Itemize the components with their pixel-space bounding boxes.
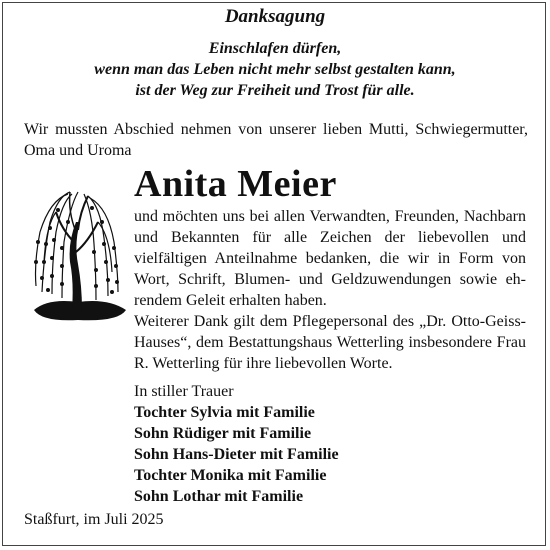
deceased-name: Anita Meier <box>134 163 337 205</box>
motto <box>0 38 550 101</box>
mourners-list <box>134 402 339 507</box>
mourner: Tochter Sylvia mit Familie <box>134 404 315 421</box>
motto-line: wenn man das Leben nicht mehr selbst gestalten kann, <box>94 61 456 78</box>
motto-line: Einschlafen dürfen, <box>208 40 342 57</box>
notice-heading: Danksagung <box>224 6 326 27</box>
intro-text: Wir mussten Abschied nehmen von unserer lieben Mutti, Schwiegermutter, Oma und Uroma <box>24 121 528 159</box>
mourner: Sohn Hans-Dieter mit Familie <box>134 446 339 463</box>
thanks-paragraph: und möchten uns bei allen Verwandten, Freunden, Nachbarn und Bekannten für alle Zeichen der liebevollen und vielfältigen Anteilnahme bedanken, die wir in Form von Wort, Schrift, Blumen- und Geldzuwendungen sowie ehrendem Geleit erhalten haben. <box>134 208 526 309</box>
mourning-label: In stiller Trauer <box>134 383 234 400</box>
mourner: Sohn Lothar mit Familie <box>134 488 304 505</box>
mourner: Tochter Monika mit Familie <box>134 467 327 484</box>
place-date: Staßfurt, im Juli 2025 <box>24 511 164 528</box>
thanks-text <box>134 206 526 374</box>
thanks-paragraph-2: Weiterer Dank gilt dem Pflegepersonal des „Dr. Otto-Geiss-Hauses“, dem Bestattungshaus Wetterling insbesondere Frau R. Wetterling für ihre liebevollen Worte. <box>134 313 526 372</box>
motto-line: ist der Weg zur Freiheit und Trost für alle. <box>135 82 415 99</box>
mourner: Sohn Rüdiger mit Familie <box>134 425 312 442</box>
weeping-willow-icon <box>28 182 130 332</box>
